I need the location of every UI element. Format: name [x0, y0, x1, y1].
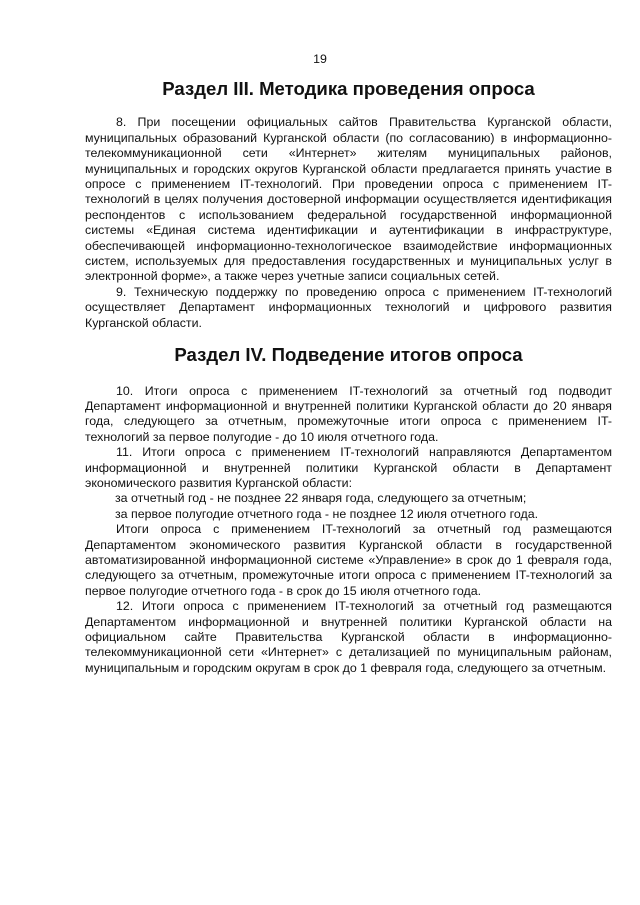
list-item-annual-deadline: за отчетный год - не позднее 22 января года, следующего за отчетным;	[115, 491, 527, 506]
paragraph-12: 12. Итоги опроса с применением IT-технологий за отчетный год размещаются Департаментом информационной и внутренней политики Курганской области на официальном сайте Правительства Курганской области в информационно-телекоммуникационной сети «Интернет» с детализацией по муниципальным районам, муниципальным и городским округам в срок до 1 февраля года, следующего за отчетным.	[85, 599, 612, 675]
paragraph-8: 8. При посещении официальных сайтов Правительства Курганской области, муниципальных образований Курганской области (по согласованию) в информационно-телекоммуникационной сети «Интернет» жителям муниципальных районов, муниципальных и городских округов Курганской области предлагается принять участие в опросе с применением IT-технологий. При проведении опроса с применением IT-технологий в целях получения достоверной информации осуществляется идентификация респондентов с использованием федеральной государственной информационной системы «Единая система идентификации и аутентификации в инфраструктуре, обеспечивающей информационно-технологическое взаимодействие информационных систем, используемых для предоставления государственных и муниципальных услуг в электронной форме», а также через учетные записи социальных сетей.	[85, 115, 612, 284]
paragraph-10: 10. Итоги опроса с применением IT-технологий за отчетный год подводит Департамент информационной и внутренней политики Курганской области до 20 января года, следующего за отчетным, промежуточные итоги опроса с применением IT-технологий за первое полугодие - до 10 июля отчетного года.	[85, 383, 612, 444]
section-3-title: Раздел III. Методика проведения опроса	[162, 78, 535, 99]
page-number: 19	[313, 52, 327, 66]
section-4-title: Раздел IV. Подведение итогов опроса	[174, 344, 523, 366]
paragraph-9: 9. Техническую поддержку по проведению опроса с применением IT-технологий осуществляет Департамент информационных технологий и цифрового развития Курганской области.	[85, 284, 612, 330]
paragraph-11-continuation: Итоги опроса с применением IT-технологий за отчетный год размещаются Департаментом экономического развития Курганской области в государственной автоматизированной информационной системе «Управление» в срок до 1 февраля года, следующего за отчетным, промежуточные итоги опроса с применением IT-технологий за первое полугодие отчетного года - в срок до 15 июля отчетного года.	[85, 522, 612, 598]
document-body	[85, 78, 612, 676]
paragraph-11: 11. Итоги опроса с применением IT-технологий направляются Департаментом информационной и внутренней политики Курганской области в Департамент экономического развития Курганской области:	[85, 445, 612, 490]
list-item-half-year-deadline: за первое полугодие отчетного года - не позднее 12 июля отчетного года.	[115, 506, 539, 521]
